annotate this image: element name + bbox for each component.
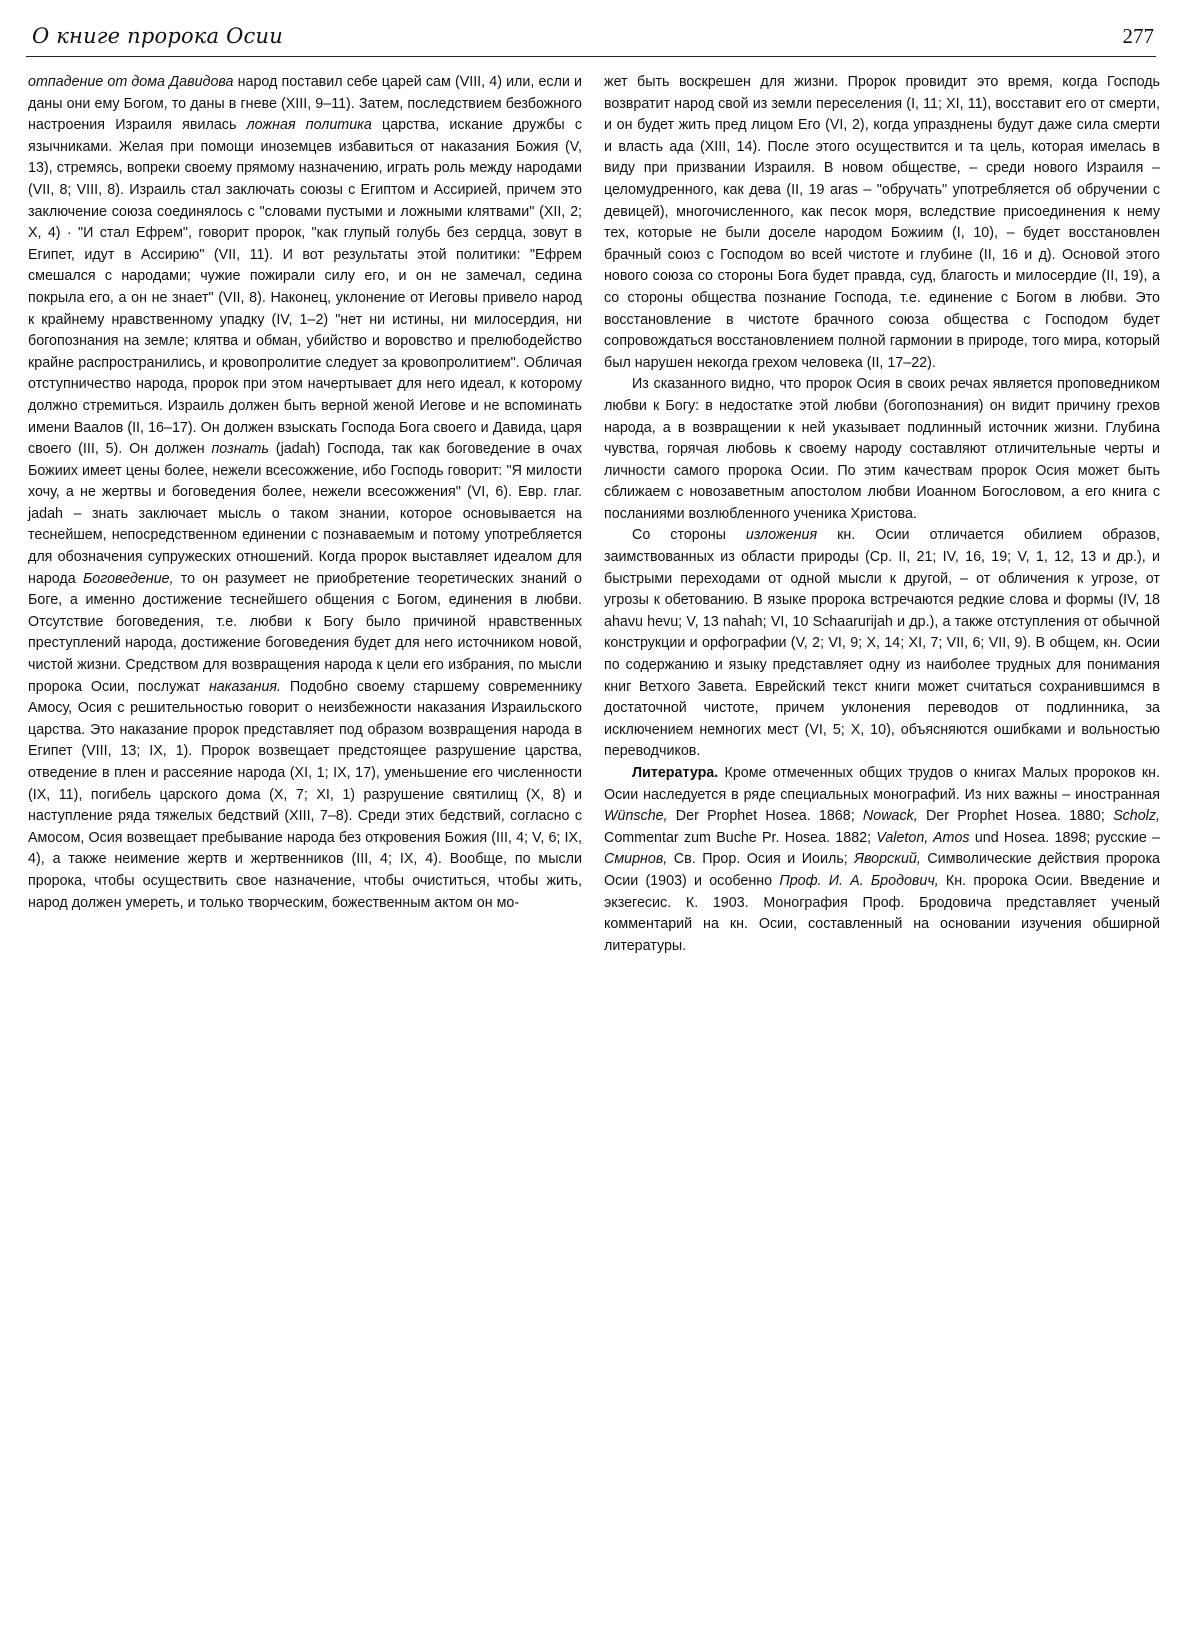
- italic-run: Боговедение,: [82, 570, 174, 587]
- text-run: то он разумеет не приобретение теоретических знаний о Боге, а именно достижение теснейшего общения с Богом, единения в любви. Отсутствие боговедения, т.е. любви к Богу было причиной нравственных преступлений народа, достижение боговедения будет для него источником новой, чистой жизни. Средством для возвращения народа к цели его избрания, по мысли пророка Осии, послужат: [28, 570, 582, 695]
- running-head: О книге пророка Осии: [32, 24, 283, 48]
- paragraph: [604, 374, 1160, 525]
- text-run: народ поставил себе царей сам (VIII, 4) или, если и даны они ему Богом, то даны в гневе (XIII, 9–11). Затем, последствием безбожного настроения Израиля явилась: [28, 74, 582, 134]
- italic-run: Wünsche,: [604, 808, 668, 825]
- italic-run: Nowack,: [862, 808, 918, 825]
- left-column: [28, 72, 582, 914]
- italic-run: Scholz,: [1113, 808, 1160, 825]
- italic-run: Проф. И. А. Бродович,: [779, 872, 939, 889]
- text-run: Символические действия пророка Осии (1903) и особенно: [604, 851, 1160, 889]
- text-run: Из сказанного видно, что пророк Осия в своих речах является проповедником любви к Богу: в недостатке этой любви (богопознания) он видит причину грехов народа, а в возвращении к ней указывает подлинный источник жизни. Глубина чувства, горячая любовь к своему народу составляют отличительные черты и личности самого пророка Осии. По этим качествам пророк Осия может быть сближаем с новозаветным апостолом любви Иоанном Богословом, а его книга с посланиями возлюбленного ученика Христова.: [604, 376, 1160, 522]
- italic-run: наказания.: [208, 678, 282, 695]
- italic-run: Смирнов,: [604, 851, 668, 868]
- paragraph: [28, 72, 582, 914]
- paragraph: [604, 72, 1160, 374]
- text-run: царства, искание дружбы с язычниками. Желая при помощи иноземцев избавиться от наказания Божия (V, 13), стремясь, вопреки своему прямому назначению, играть роль между народами (VII, 8; VIII, 8). Израиль стал заключать союзы с Египтом и Ассирией, причем это заключение союза соединялось с "словами пустыми и ложными клятвами" (XII, 2; X, 4) · "И стал Ефрем", говорит пророк, "как глупый голубь без сердца, зовут в Египет, идут в Ассирию" (VII, 11). И вот результаты этой политики: "Ефрем смешался с народами; чужие пожирали силу его, и он не замечал, седина покрыла его, а он не знает" (VII, 8). Наконец, уклонение от Иеговы привело народ к крайнему нравственному упадку (IV, 1–2) "нет ни истины, ни милосердия, ни богопознания на земле; клятва и обман, убийство и воровство и прелюбодейство крайне распространились, и кровопролитие следует за кровопролитием". Обличая отступничество народа, пророк при этом начертывает для него идеал, к которому должно стремиться. Израиль должен быть верной женой Иегове и не вспоминать имени Ваалов (II, 16–17). Он должен взыскать Господа Бога своего и Давида, царя своего (III, 5). Он должен: [28, 117, 582, 458]
- italic-run: изложения: [745, 527, 818, 544]
- text-run: und Hosea. 1898; русские –: [969, 829, 1161, 846]
- italic-run: познать: [211, 441, 269, 458]
- literature-paragraph: [604, 763, 1160, 957]
- text-run: Кроме отмеченных общих трудов о книгах Малых пророков кн. Осии наследуется в ряде специальных монографий. Из них важны – иностранная: [604, 765, 1160, 803]
- italic-run: Valeton, Amos: [876, 829, 970, 846]
- italic-run: ложная политика: [246, 117, 372, 134]
- italic-run: Яворский,: [854, 851, 921, 868]
- text-run: Подобно своему старшему современнику Амосу, Осия с решительностью говорит о неизбежности наказания Израильского царства. Это наказание пророк представляет под образом возвращения народа в Египет (VIII, 13; IX, 1). Пророк возвещает предстоящее разрушение царства, отведение в плен и рассеяние народа (XI, 1; IX, 17), уменьшение его численности (IX, 11), погибель царского дома (X, 7; XI, 1) разрушение святилищ (X, 8) и наступление ряда тяжелых бедствий (XIII, 7–8). Среди этих бедствий, согласно с Амосом, Осия возвещает пребывание народа без откровения Божия (III, 4; V, 6; IX, 4), а также неимение жертв и жертвенников (III, 4; IX, 4). Вообще, по мысли пророка, чтобы осуществить свое назначение, чтобы очиститься, чтобы жить, народ должен умереть, и только творческим, божественным актом он мо-: [28, 678, 582, 911]
- page-number: 277: [1122, 24, 1154, 48]
- text-run: жет быть воскрешен для жизни. Пророк провидит это время, когда Господь возвратит народ свой из земли переселения (I, 11; XI, 11), восставит его от смерти, и он будет жить пред лицом Его (VI, 2), когда упразднены будут даже сила смерти и власть ада (XIII, 14). После этого осуществится и та цель, которая имелась в виду при призвании Израиля. В новом обществе, – среди нового Израиля – целомудренного, как дева (II, 19 aras – "обручать" употребляется об обручении с девицей), многочисленного, как песок моря, вследствие присоединения к нему тех, которые не были доселе народом Божиим (I, 10), – будет восстановлен брачный союз с Господом во всей чистоте и глубине (II, 16 и д). Основой этого нового союза со стороны Бога будет правда, суд, благость и милосердие (II, 19), а со стороны общества познание Господа, т.е. единение с Богом в любви. Это восстановление в чистоте брачного союза общества с Господом будет сопровождаться восстановлением полной гармонии в природе, того мира, который был нарушен некогда грехом человека (II, 17–22).: [604, 74, 1160, 371]
- text-run: (jadah) Господа, так как боговедение в очах Божиих имеет цены более, нежели всесожжение, ибо Господь говорит: "Я милости хочу, а не жертвы и боговедения более, нежели всесожжения" (VI, 6). Евр. глаг. jadah – знать заключает мысль о таком знании, которое основывается на теснейшем, непосредственном единении с познаваемым и потому употребляется для обозначения супружеских отношений. Когда пророк выставляет идеалом для народа: [28, 441, 582, 587]
- right-column: [604, 72, 1160, 957]
- text-run: Св. Прор. Осия и Иоиль;: [667, 851, 855, 868]
- text-run: Der Prophet Hosea. 1880;: [917, 808, 1114, 825]
- text-run: Со стороны: [632, 527, 746, 544]
- text-run: Der Prophet Hosea. 1868;: [667, 808, 863, 825]
- bold-run: Литература.: [632, 765, 719, 781]
- italic-run: отпадение от дома Давидова: [28, 74, 234, 90]
- paragraph: [604, 525, 1160, 763]
- page-header: [26, 22, 1156, 57]
- text-run: кн. Осии отличается обилием образов, заимствованных из области природы (Ср. II, 21; IV, 16, 19; V, 1, 12, 13 и др.), и быстрыми переходами от одной мысли к другой, – от обличения к угрозе, от угрозы к обетованию. В языке пророка встречаются редкие слова и формы (IV, 18 ahavu hevu; V, 13 nahah; VI, 10 Schaarurijah и др.), а также отступления от обычной конструкции и орфографии (V, 2; VI, 9; X, 14; XI, 7; VII, 6; VII, 9). В общем, кн. Осии по содержанию и языку представляет одну из наиболее трудных для понимания книг Ветхого Завета. Еврейский текст книги может считаться сохранившимся в достаточной чистоте, причем уклонения переводов от подлинника, за исключением немногих мест (VI, 5; X, 10), объясняются ошибками и вольностью переводчиков.: [604, 527, 1161, 760]
- text-run: Кн. пророка Осии. Введение и экзегесис. К. 1903. Монография Проф. Бродовича представляет ученый комментарий на кн. Осии, составленный на основании изучения обширной литературы.: [604, 872, 1160, 954]
- text-run: Commentar zum Buche Pr. Hosea. 1882;: [604, 829, 877, 846]
